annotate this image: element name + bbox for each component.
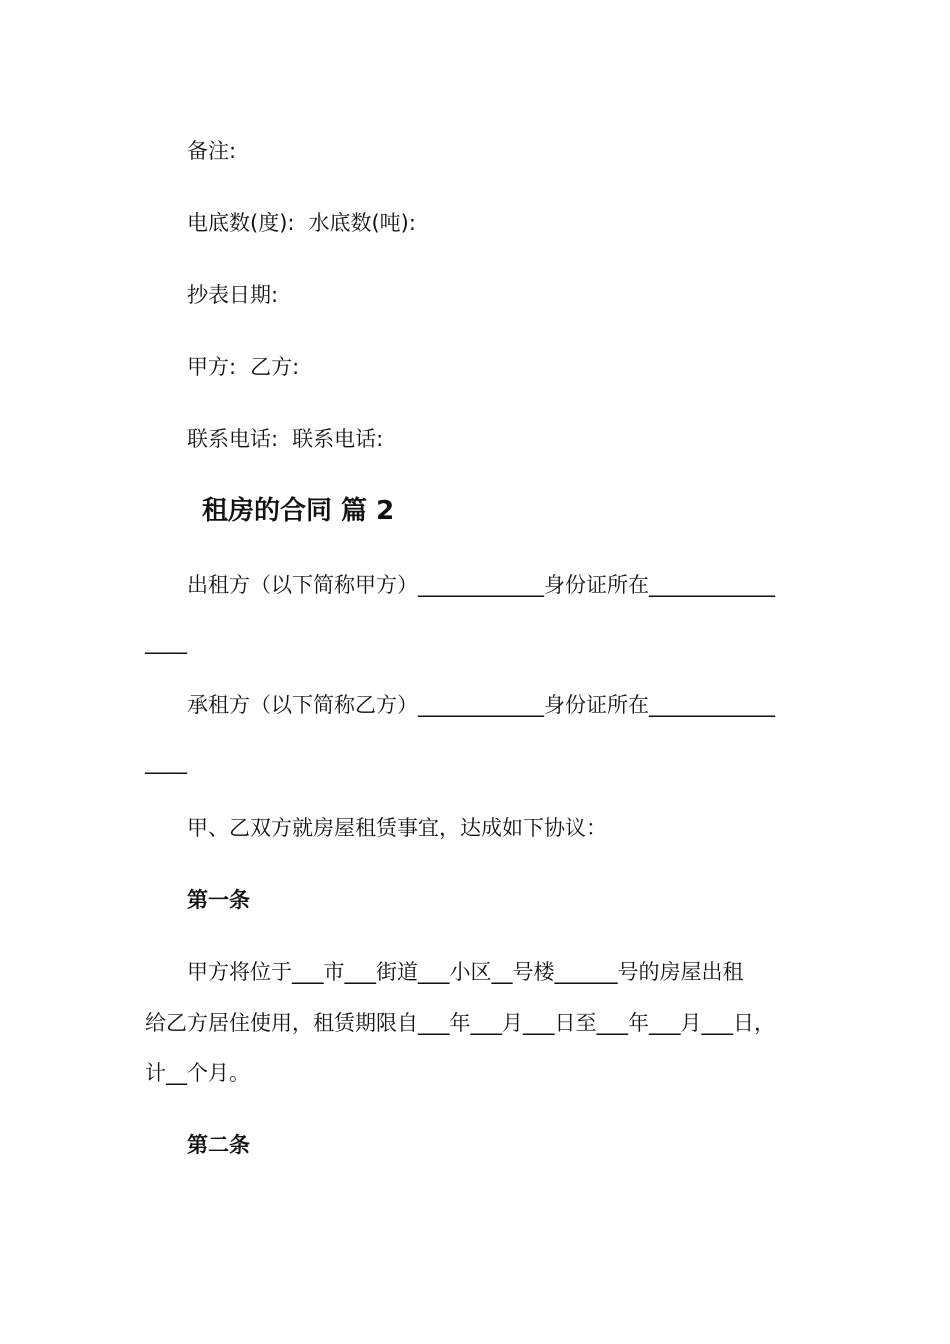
article-1-line-2: 给乙方居住使用，租赁期限自___年___月___日至___年___月___日， [145, 1011, 775, 1035]
article-2-heading: 第二条 [187, 1133, 250, 1157]
lessee-line-continuation: ____ [145, 750, 187, 774]
phone-row [187, 426, 383, 452]
article-1-line-1: 甲方将位于___市___街道___小区__号楼______号的房屋出租 [187, 960, 744, 984]
remarks-label: 备注: [187, 139, 237, 163]
reading-date-label: 抄表日期: [187, 283, 279, 307]
electric-meter-label: 电底数(度): [187, 211, 295, 235]
party-a-label: 甲方: [187, 355, 237, 379]
section-title: 租房的合同 篇 2 [202, 496, 395, 526]
article-1-line-3: 计__个月。 [145, 1061, 250, 1085]
article-1-heading: 第一条 [187, 888, 250, 912]
lessor-line: 出租方（以下简称甲方）____________身份证所在____________ [187, 573, 775, 597]
agreement-intro: 甲、乙双方就房屋租赁事宜，达成如下协议： [187, 816, 607, 840]
party-b-label: 乙方: [250, 355, 300, 379]
phone-a-label: 联系电话: [187, 427, 279, 451]
phone-b-label: 联系电话: [292, 427, 384, 451]
parties-row [187, 354, 299, 380]
water-meter-label: 水底数(吨): [308, 211, 416, 235]
meter-readings-row [187, 210, 416, 236]
lessee-line: 承租方（以下简称乙方）____________身份证所在____________ [187, 693, 775, 717]
lessor-line-continuation: ____ [145, 630, 187, 654]
